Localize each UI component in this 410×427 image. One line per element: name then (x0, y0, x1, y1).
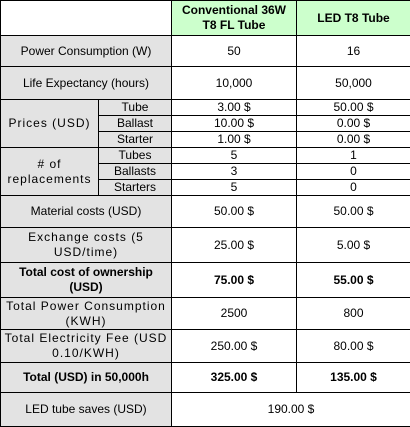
label-total-power: Total Power Consumption (KWH) (1, 298, 172, 330)
repl-starters-conventional: 5 (172, 180, 297, 196)
label-price-starter: Starter (99, 132, 172, 148)
header-row (1, 1, 410, 36)
row-saves (1, 393, 410, 427)
corner-cell (1, 1, 172, 36)
electricity-led: 80.00 $ (297, 330, 410, 363)
price-starter-led: 0.00 $ (297, 132, 410, 148)
ownership-conventional: 75.00 $ (172, 263, 297, 298)
repl-starters-led: 0 (297, 180, 410, 196)
total-led: 135.00 $ (297, 363, 410, 393)
label-power: Power Consumption (W) (1, 36, 172, 67)
row-power (1, 36, 410, 67)
total-power-led: 800 (297, 298, 410, 330)
row-exchange (1, 228, 410, 263)
price-tube-led: 50.00 $ (297, 100, 410, 116)
life-led: 50,000 (297, 67, 410, 100)
repl-ballasts-led: 0 (297, 164, 410, 180)
material-conventional: 50.00 $ (172, 196, 297, 228)
label-ownership: Total cost of ownership (USD) (1, 263, 172, 298)
label-life: Life Expectancy (hours) (1, 67, 172, 100)
label-price-tube: Tube (99, 100, 172, 116)
total-conventional: 325.00 $ (172, 363, 297, 393)
price-ballast-led: 0.00 $ (297, 116, 410, 132)
label-exchange: Exchange costs (5 USD/time) (1, 228, 172, 263)
price-starter-conventional: 1.00 $ (172, 132, 297, 148)
power-conventional: 50 (172, 36, 297, 67)
label-repl-tubes: Tubes (99, 148, 172, 164)
row-repl-tubes (1, 148, 410, 164)
label-total: Total (USD) in 50,000h (1, 363, 172, 393)
row-total-power (1, 298, 410, 330)
exchange-led: 5.00 $ (297, 228, 410, 263)
exchange-conventional: 25.00 $ (172, 228, 297, 263)
label-material: Material costs (USD) (1, 196, 172, 228)
ownership-led: 55.00 $ (297, 263, 410, 298)
price-ballast-conventional: 10.00 $ (172, 116, 297, 132)
row-life (1, 67, 410, 100)
label-replacements: # of replacements (1, 148, 99, 196)
row-electricity (1, 330, 410, 363)
label-repl-starters: Starters (99, 180, 172, 196)
label-electricity: Total Electricity Fee (USD 0.10/KWH) (1, 330, 172, 363)
power-led: 16 (297, 36, 410, 67)
repl-tubes-conventional: 5 (172, 148, 297, 164)
row-price-tube (1, 100, 410, 116)
row-material (1, 196, 410, 228)
label-repl-ballasts: Ballasts (99, 164, 172, 180)
repl-tubes-led: 1 (297, 148, 410, 164)
material-led: 50.00 $ (297, 196, 410, 228)
total-power-conventional: 2500 (172, 298, 297, 330)
price-tube-conventional: 3.00 $ (172, 100, 297, 116)
header-conventional: Conventional 36W T8 FL Tube (172, 1, 297, 36)
header-led: LED T8 Tube (297, 1, 410, 36)
row-total (1, 363, 410, 393)
label-prices: Prices (USD) (1, 100, 99, 148)
saves-value: 190.00 $ (172, 393, 410, 427)
electricity-conventional: 250.00 $ (172, 330, 297, 363)
repl-ballasts-conventional: 3 (172, 164, 297, 180)
life-conventional: 10,000 (172, 67, 297, 100)
row-ownership (1, 263, 410, 298)
label-saves: LED tube saves (USD) (1, 393, 172, 427)
label-price-ballast: Ballast (99, 116, 172, 132)
